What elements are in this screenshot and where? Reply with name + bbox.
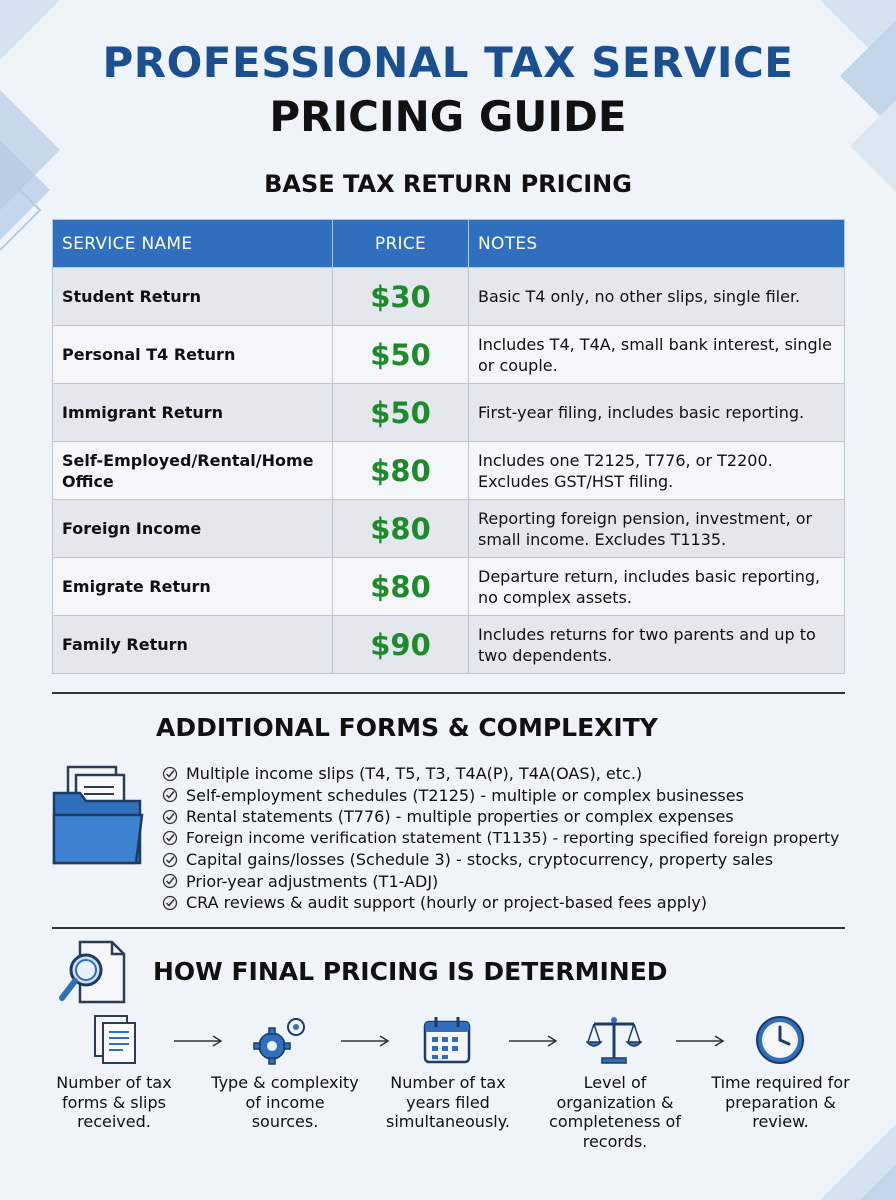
check-circle-icon	[162, 895, 178, 911]
service-notes: Includes returns for two parents and up to two dependents.	[469, 616, 845, 674]
column-header-price: PRICE	[333, 220, 469, 268]
arrow-right-icon	[173, 1034, 223, 1048]
step-text-time: Time required for preparation & review.	[711, 1073, 850, 1131]
arrow-right-icon	[675, 1034, 725, 1048]
table-row	[53, 326, 845, 384]
list-item-text: Foreign income verification statement (T1135) - reporting specified foreign property	[186, 828, 840, 847]
arrow-right-icon	[340, 1034, 390, 1048]
list-item-text: Multiple income slips (T4, T5, T3, T4A(P), T4A(OAS), etc.)	[186, 764, 643, 783]
list-item	[162, 806, 839, 828]
service-notes: Includes T4, T4A, small bank interest, single or couple.	[469, 326, 845, 384]
service-notes: Basic T4 only, no other slips, single filer.	[469, 268, 845, 326]
table-row	[53, 384, 845, 442]
table-row	[53, 500, 845, 558]
list-item	[162, 892, 839, 914]
service-price: $50	[333, 384, 469, 442]
page-title-line2: PRICING GUIDE	[269, 92, 627, 141]
service-name: Student Return	[53, 268, 333, 326]
final-pricing-title: HOW FINAL PRICING IS DETERMINED	[153, 957, 668, 986]
check-circle-icon	[162, 830, 178, 846]
service-name: Personal T4 Return	[53, 326, 333, 384]
table-row	[53, 268, 845, 326]
step-text-complexity: Type & complexity of income sources.	[211, 1073, 359, 1131]
check-circle-icon	[162, 787, 178, 803]
service-name: Self-Employed/Rental/Home Office	[53, 442, 333, 500]
step-text-organization: Level of organization & completeness of records.	[549, 1073, 681, 1151]
list-item-text: Self-employment schedules (T2125) - multiple or complex businesses	[186, 785, 744, 805]
list-item-text: Capital gains/losses (Schedule 3) - stocks, cryptocurrency, property sales	[186, 850, 774, 869]
table-row	[53, 616, 845, 674]
scales-icon	[586, 1014, 642, 1066]
service-notes: Includes one T2125, T776, or T2200. Excludes GST/HST filing.	[469, 442, 845, 500]
divider	[52, 927, 845, 929]
list-item	[162, 849, 839, 871]
service-name: Family Return	[53, 616, 333, 674]
check-circle-icon	[162, 809, 178, 825]
column-header-service: SERVICE NAME	[53, 220, 333, 268]
service-notes: Departure return, includes basic reporting, no complex assets.	[469, 558, 845, 616]
service-price: $50	[333, 326, 469, 384]
service-price: $90	[333, 616, 469, 674]
list-item-text: Prior-year adjustments (T1-ADJ)	[186, 871, 439, 891]
service-price: $30	[333, 268, 469, 326]
list-item	[162, 763, 839, 785]
service-name: Foreign Income	[53, 500, 333, 558]
service-notes: First-year filing, includes basic reporting.	[469, 384, 845, 442]
documents-icon	[93, 1014, 139, 1066]
pricing-table	[52, 219, 845, 674]
step-text-years: Number of tax years filed simultaneously.	[386, 1073, 510, 1131]
gears-icon	[252, 1014, 312, 1066]
table-header-row	[53, 220, 845, 268]
arrow-right-icon	[508, 1034, 558, 1048]
column-header-notes: NOTES	[469, 220, 845, 268]
list-item	[162, 785, 839, 807]
list-item	[162, 828, 839, 850]
list-item	[162, 871, 839, 893]
table-row	[53, 442, 845, 500]
table-row	[53, 558, 845, 616]
additional-forms-title: ADDITIONAL FORMS & COMPLEXITY	[156, 713, 658, 742]
check-circle-icon	[162, 766, 178, 782]
service-price: $80	[333, 500, 469, 558]
magnifier-document-icon	[58, 940, 128, 1008]
step-text-forms: Number of tax forms & slips received.	[56, 1073, 172, 1131]
service-notes: Reporting foreign pension, investment, or small income. Excludes T1135.	[469, 500, 845, 558]
page-title-line1: PROFESSIONAL TAX SERVICE	[102, 38, 794, 87]
base-pricing-title: BASE TAX RETURN PRICING	[264, 170, 632, 198]
service-name: Immigrant Return	[53, 384, 333, 442]
additional-forms-list	[162, 763, 839, 914]
service-name: Emigrate Return	[53, 558, 333, 616]
check-circle-icon	[162, 852, 178, 868]
list-item-text: CRA reviews & audit support (hourly or project-based fees apply)	[186, 893, 708, 912]
divider	[52, 692, 845, 694]
list-item-text: Rental statements (T776) - multiple properties or complex expenses	[186, 807, 734, 826]
check-circle-icon	[162, 873, 178, 889]
folder-documents-icon	[50, 763, 146, 873]
service-price: $80	[333, 558, 469, 616]
service-price: $80	[333, 442, 469, 500]
clock-icon	[754, 1014, 806, 1066]
calendar-icon	[422, 1015, 472, 1065]
